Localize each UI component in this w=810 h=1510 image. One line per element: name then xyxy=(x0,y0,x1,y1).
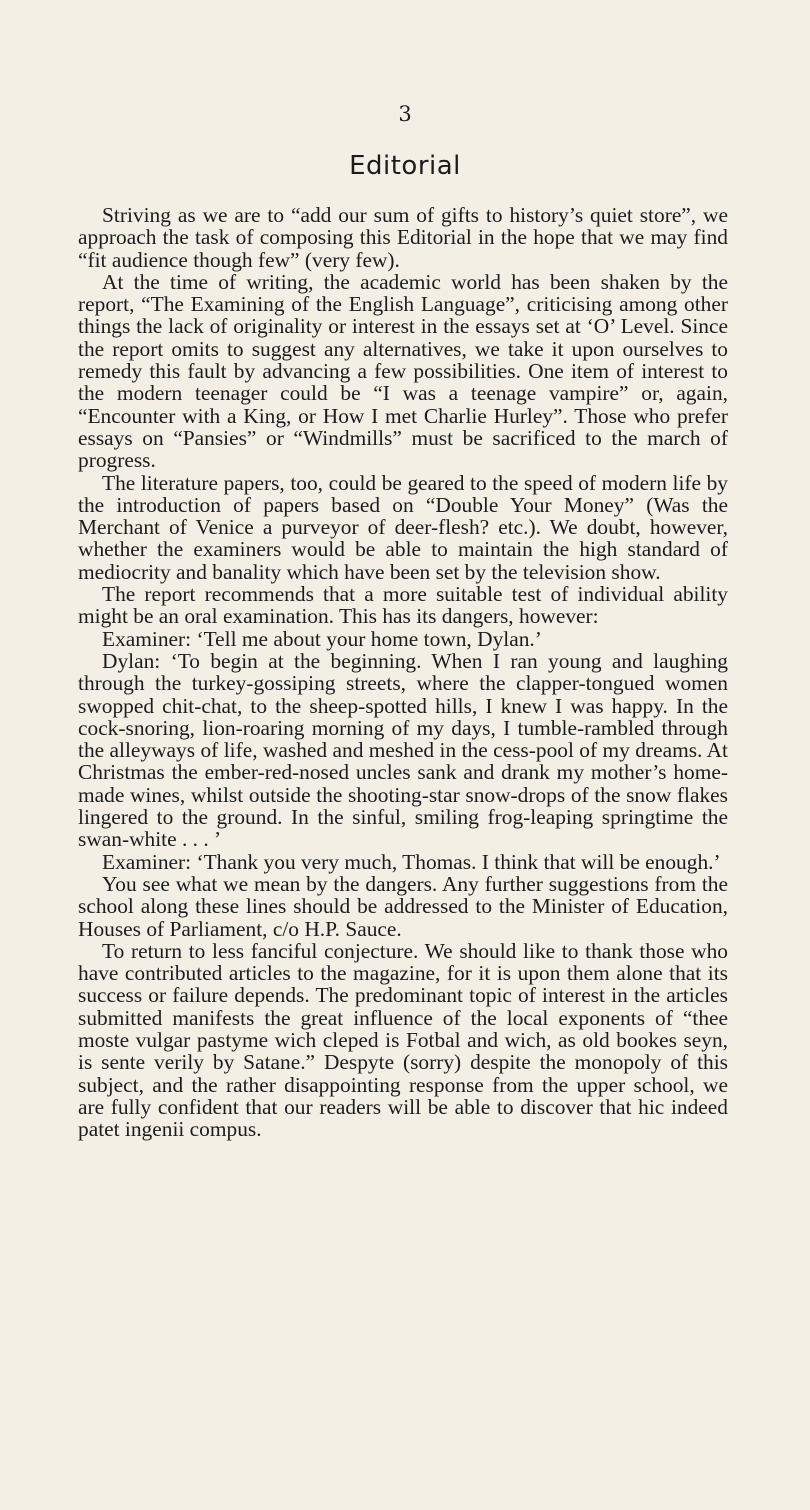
paragraph: The report recommends that a more suitable test of individual ability might be an oral examination. This has its dangers, however: xyxy=(78,582,728,629)
paragraph: Striving as we are to “add our sum of gifts to history’s quiet store”, we approach the task of composing this Editorial in the hope that we may find “fit audience though few” (very few). xyxy=(78,203,728,272)
paragraph: At the time of writing, the academic world has been shaken by the report, “The Examining of the English Language”, criticising among other things the lack of originality or interest in the essays set at ‘O’ Level. Since the report omits to suggest any alternatives, we take it upon ourselves to remedy this fault by advancing a few possibilities. One item of interest to the modern teenager could be “I was a teenage vampire” or, again, “Encounter with a King, or How I met Charlie Hurley”. Those who prefer essays on “Pansies” or “Windmills” must be sacrificed to the march of progress. xyxy=(78,269,728,473)
paragraph: The literature papers, too, could be geared to the speed of modern life by the introduction of papers based on “Double Your Money” (Was the Merchant of Venice a purveyor of deer-flesh? etc.). We doubt, however, whether the examiners would be able to maintain the high standard of mediocrity and banality which have been set by the television show. xyxy=(78,470,728,584)
paragraph: Dylan: ‘To begin at the beginning. When I ran young and laughing through the turkey-gossiping streets, where the clapper-tongued women swopped chit-chat, to the sheep-spotted hills, I knew I was happy. In the cock-snoring, lion-roaring morning of my days, I tumble-rambled through the alleyways of life, washed and meshed in the cess-pool of my dreams. At Christmas the ember-red-nosed uncles sank and drank my mother’s home-made wines, whilst outside the shooting-star snow-drops of the snow flakes lingered to the ground. In the sinful, smiling frog-leaping springtime the swan-white . . . ’ xyxy=(78,648,728,852)
editorial-body xyxy=(78,204,728,1140)
page-title: Editorial xyxy=(349,151,461,181)
paragraph: Examiner: ‘Thank you very much, Thomas. I think that will be enough.’ xyxy=(102,849,721,874)
paragraph: Examiner: ‘Tell me about your home town, Dylan.’ xyxy=(102,626,542,651)
page-number: 3 xyxy=(398,102,412,126)
paragraph: To return to less fanciful conjecture. We should like to thank those who have contributed articles to the magazine, for it is upon them alone that its success or failure depends. The predominant topic of interest in the articles submitted manifests the great influence of the local exponents of “thee moste vulgar pastyme wich cleped is Fotbal and wich, as old bookes seyn, is sente verily by Satane.” Despyte (sorry) despite the monopoly of this subject, and the rather disappointing response from the upper school, we are fully confident that our readers will be able to discover that hic indeed patet ingenii compus. xyxy=(78,938,728,1142)
paragraph: You see what we mean by the dangers. Any further suggestions from the school along these lines should be addressed to the Minister of Education, Houses of Parliament, c/o H.P. Sauce. xyxy=(78,871,728,941)
